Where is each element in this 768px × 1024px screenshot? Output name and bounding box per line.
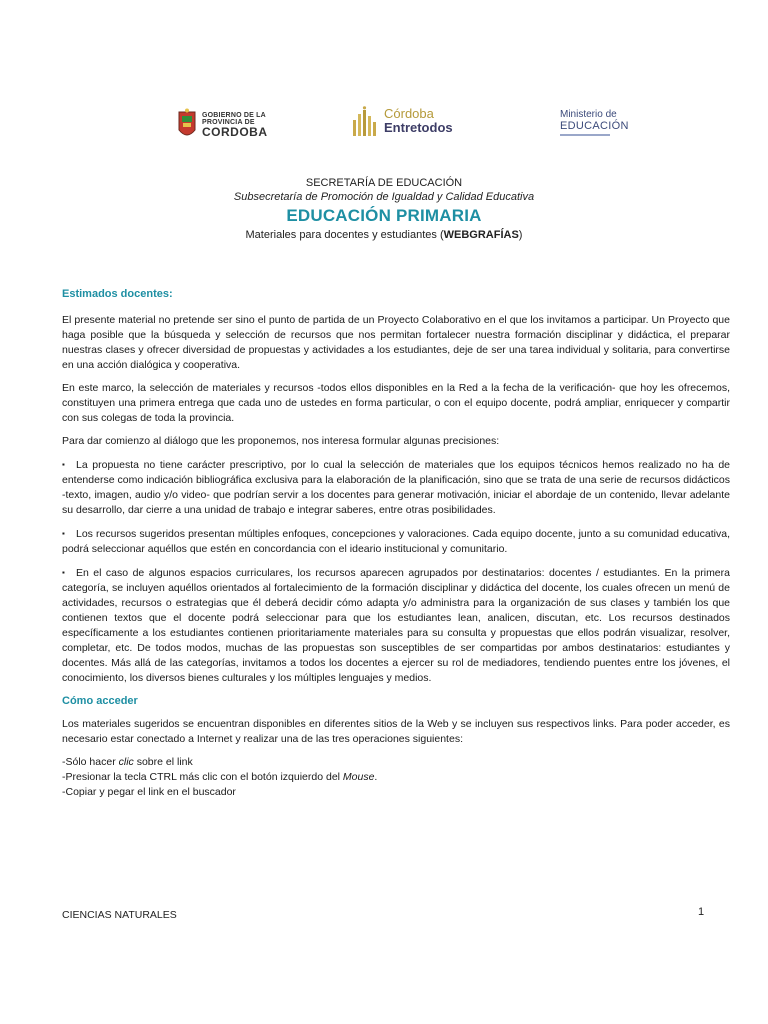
step-1 bbox=[62, 755, 730, 770]
step-3: -Copiar y pegar el link en el buscador bbox=[62, 786, 236, 798]
materials-prefix: Materiales para docentes y estudiantes ( bbox=[245, 229, 444, 241]
bullet-icon: ▪ bbox=[62, 529, 65, 538]
ministerio-line-2: EDUCACIÓN bbox=[560, 119, 629, 132]
paragraph-3: Para dar comienzo al diálogo que les proponemos, nos interesa formular algunas precisiones: bbox=[62, 435, 500, 447]
bars-icon bbox=[352, 106, 380, 136]
document-body bbox=[62, 287, 730, 800]
materials-subtitle bbox=[0, 227, 768, 243]
cordoba-entretodos-logo bbox=[352, 106, 453, 136]
access-steps bbox=[62, 755, 730, 800]
step-2-italic: Mouse bbox=[342, 771, 375, 783]
ministerio-underline bbox=[560, 134, 610, 136]
secretaria-heading: SECRETARÍA DE EDUCACIÓN bbox=[305, 177, 463, 189]
gobierno-line-2: PROVINCIA DE bbox=[202, 119, 255, 126]
gobierno-cordoba-logo bbox=[177, 108, 268, 142]
coat-of-arms-icon bbox=[177, 108, 197, 142]
bullet-text-3: En el caso de algunos espacios curriculares, los recursos aparecen agrupados por destinatarios: docentes / estudiantes. En la primera categoría, se incluyen aquéllos orientados al fortalecimiento de la formación disciplinar y didáctica del docente, los cuales ofrecen un menú de actividades, recursos o estrategias que él deberá decidir cómo adapta y/o administra para la organización de sus clases y también los que contienen textos que el docente podrá seleccionar para que los estudiantes lean, analicen, discutan, etc. Los recursos destinados específicamente a los estudiantes contienen prioritariamente materiales para su consulta y propuestas que ellos podrán visualizar, resolver, completar, etc. De todos modos, muchas de las propuestas son susceptibles de ser compartidas por ambos destinatarios: estudiantes y docentes. Más allá de las categorías, invitamos a todos los docentes a ejercer su rol de mediadores, tendiendo puentes entre los jóvenes, el conocimiento, los diversos bienes culturales y los múltiples lenguajes y medios. bbox=[62, 567, 730, 684]
bullet-text-2: Los recursos sugeridos presentan múltiples enfoques, concepciones y valoraciones. Cada equipo docente, junto a su comunidad educativa, podrá seleccionar aquéllos que estén en concordancia con el ideario institucional y comunitario. bbox=[62, 528, 730, 555]
step-2 bbox=[62, 770, 730, 785]
title-block bbox=[0, 176, 768, 243]
bullet-item-2 bbox=[62, 526, 730, 557]
cordoba-line-2: Entretodos bbox=[384, 120, 453, 135]
footer-subject: CIENCIAS NATURALES bbox=[62, 909, 177, 921]
access-paragraph: Los materiales sugeridos se encuentran disponibles en diferentes sitios de la Web y se incluyen sus respectivos links. Para poder acceder, es necesario estar conectado a Internet y realizar una de las tres operaciones siguientes: bbox=[62, 718, 730, 745]
paragraph-1: El presente material no pretende ser sino el punto de partida de un Proyecto Colaborativo en el que los invitamos a participar. Un Proyecto que haga posible que la búsqueda y selección de recursos que nos permitan fortalecer nuestra formación disciplinar y didáctica, el preparar nuestras clases y ofrecer diversidad de propuestas y actividades a los estudiantes, deje de ser una tarea individual y solitaria, para convertirse en una acción dialógica y cooperativa. bbox=[62, 314, 730, 371]
step-2-suffix: . bbox=[374, 771, 378, 783]
ministerio-line-1: Ministerio de bbox=[560, 109, 617, 120]
access-heading: Cómo acceder bbox=[62, 695, 138, 707]
step-1-prefix: -Sólo hacer bbox=[62, 756, 119, 768]
bullet-icon: ▪ bbox=[62, 568, 65, 577]
subsecretaria-heading: Subsecretaría de Promoción de Igualdad y Calidad Educativa bbox=[233, 191, 535, 203]
ministerio-educacion-logo bbox=[560, 110, 629, 136]
gobierno-line-3: CORDOBA bbox=[202, 125, 268, 139]
greeting-heading: Estimados docentes: bbox=[62, 288, 173, 300]
page-title: EDUCACIÓN PRIMARIA bbox=[286, 206, 482, 225]
cordoba-line-1: Córdoba bbox=[384, 106, 434, 122]
materials-bold: WEBGRAFÍAS bbox=[443, 229, 519, 241]
step-1-italic: clic bbox=[118, 756, 134, 768]
materials-suffix: ) bbox=[518, 229, 523, 241]
paragraph-2: En este marco, la selección de materiales y recursos -todos ellos disponibles en la Red a la fecha de la verificación- que hoy les ofrecemos, constituyen una primera entrega que cada uno de ustedes en forma particular, o con el equipo docente, podrá ampliar, enriquecer y compartir con sus colegas de toda la provincia. bbox=[62, 382, 730, 424]
gobierno-line-1: GOBIERNO DE LA bbox=[202, 112, 266, 119]
bullet-item-1 bbox=[62, 457, 730, 518]
bullet-icon: ▪ bbox=[62, 460, 65, 469]
header-logos bbox=[0, 104, 768, 152]
page-number: 1 bbox=[698, 906, 705, 918]
step-1-suffix: sobre el link bbox=[133, 756, 193, 768]
step-2-prefix: -Presionar la tecla CTRL más clic con el botón izquierdo del bbox=[62, 771, 343, 783]
bullet-text-1: La propuesta no tiene carácter prescriptivo, por lo cual la selección de materiales que los equipos técnicos hemos realizado no ha de entenderse como indicación bibliográfica exclusiva para la elaboración de la planificación, sino que se trata de una serie de recursos didácticos -texto, imagen, audio y/o video- que podrían servir a los docentes para generar motivación, iniciar el abordaje de un contenido, llevar adelante su desarrollo, dar cierre a una unidad de trabajo e integrar saberes, entre otras posibilidades. bbox=[62, 459, 730, 516]
bullet-item-3 bbox=[62, 565, 730, 686]
